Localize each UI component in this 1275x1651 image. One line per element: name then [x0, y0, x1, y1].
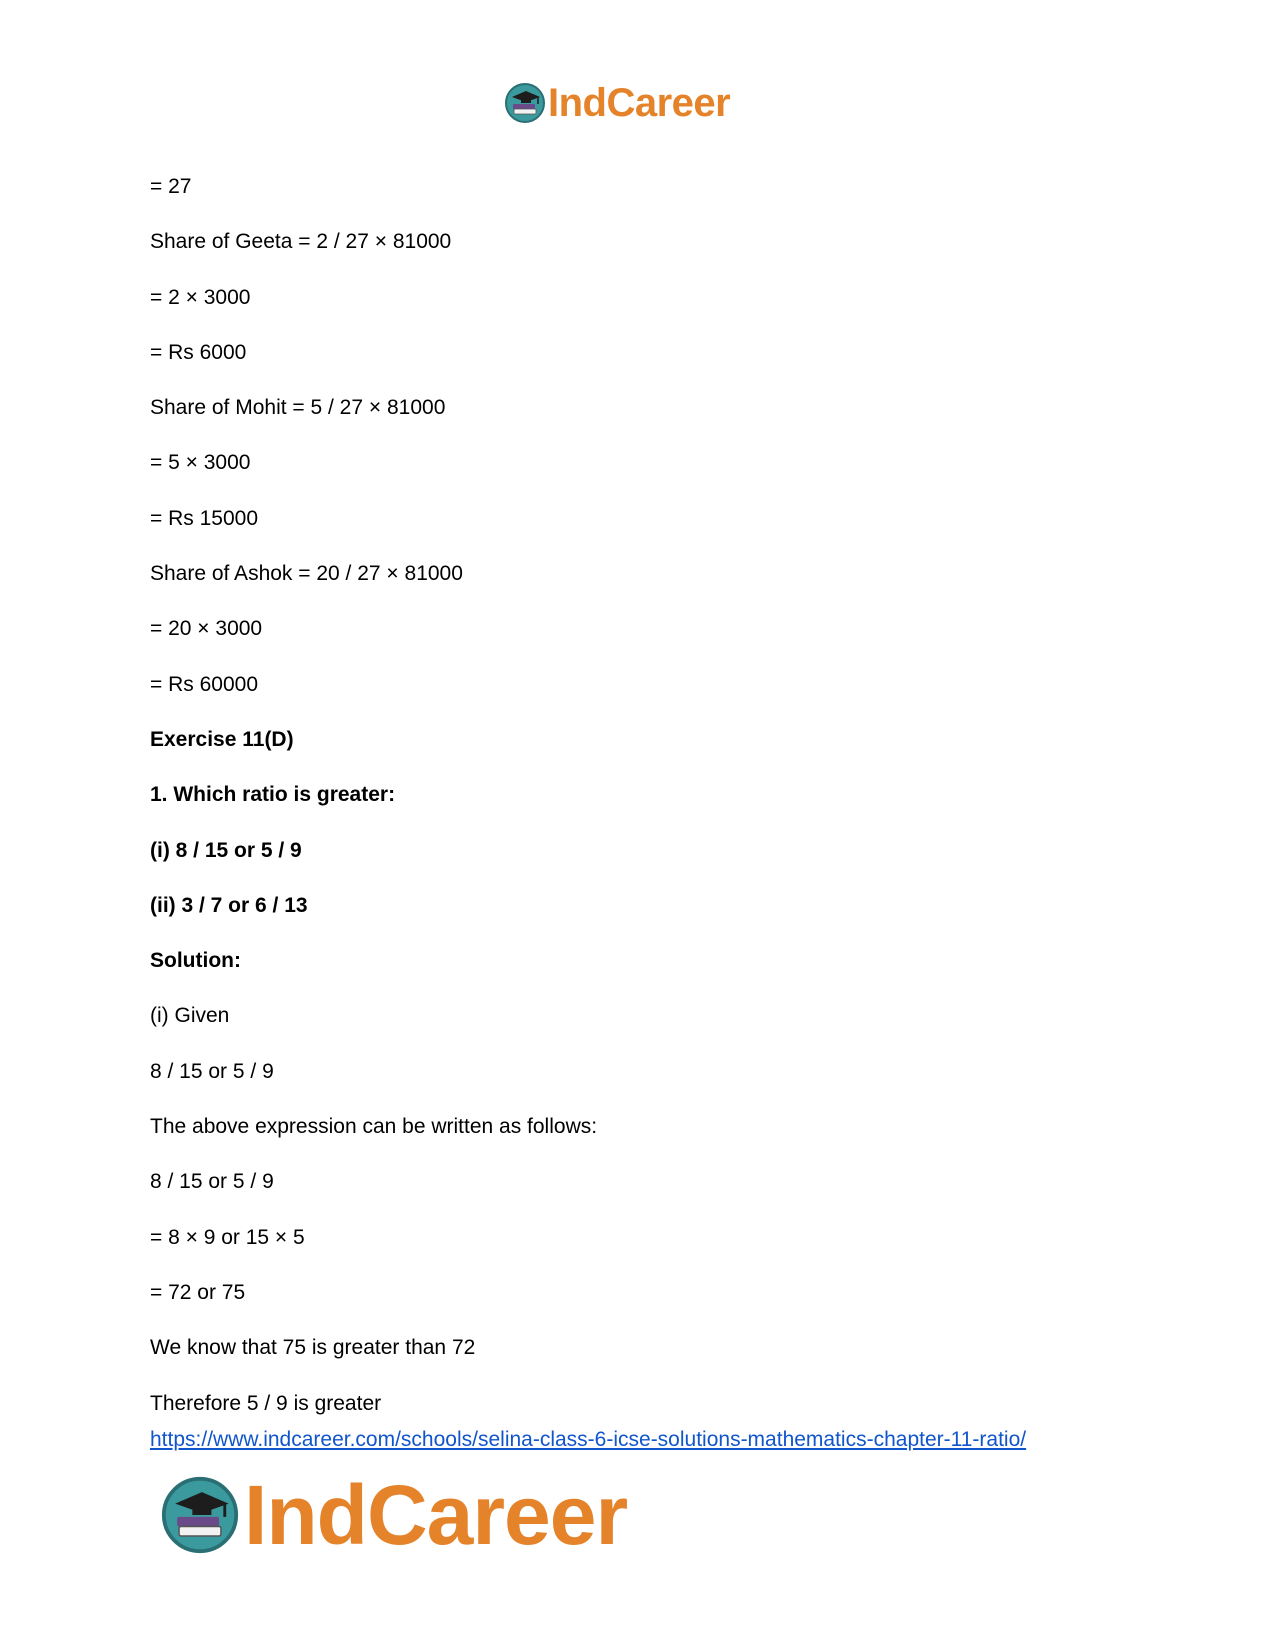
- text-line: = 8 × 9 or 15 × 5: [150, 1225, 305, 1249]
- text-line: = Rs 15000: [150, 506, 258, 530]
- logo-text: IndCareer: [244, 1468, 628, 1562]
- source-link[interactable]: https://www.indcareer.com/schools/selina-class-6-icse-solutions-mathematics-chapter-11-ratio/: [150, 1428, 1027, 1451]
- text-line: = 2 × 3000: [150, 285, 251, 309]
- document-body: [150, 175, 1150, 1447]
- text-line: = 20 × 3000: [150, 617, 263, 641]
- question-text: 1. Which ratio is greater:: [150, 783, 396, 807]
- book-graduation-cap-icon: [504, 82, 546, 124]
- book-graduation-cap-icon: [160, 1475, 240, 1555]
- text-line: = Rs 6000: [150, 340, 247, 364]
- header-logo: [504, 78, 730, 128]
- text-line: We know that 75 is greater than 72: [150, 1336, 476, 1360]
- text-line: Share of Geeta = 2 / 27 × 81000: [150, 230, 452, 254]
- text-line: Therefore 5 / 9 is greater: [150, 1391, 382, 1415]
- text-line: = Rs 60000: [150, 672, 258, 696]
- text-line: = 27: [150, 175, 192, 198]
- text-line: = 72 or 75: [150, 1280, 246, 1304]
- text-line: 8 / 15 or 5 / 9: [150, 1170, 274, 1194]
- text-line: (i) Given: [150, 1004, 230, 1028]
- text-line: Share of Mohit = 5 / 27 × 81000: [150, 396, 446, 420]
- footer-logo: [160, 1470, 627, 1560]
- text-line: The above expression can be written as follows:: [150, 1115, 598, 1139]
- logo-text: IndCareer: [548, 81, 731, 125]
- text-line: Share of Ashok = 20 / 27 × 81000: [150, 562, 463, 586]
- text-line: 8 / 15 or 5 / 9: [150, 1059, 274, 1083]
- exercise-heading: Exercise 11(D): [150, 727, 294, 751]
- question-part: (ii) 3 / 7 or 6 / 13: [150, 893, 308, 917]
- question-part: (i) 8 / 15 or 5 / 9: [150, 838, 302, 862]
- solution-heading: Solution:: [150, 949, 241, 973]
- text-line: = 5 × 3000: [150, 451, 251, 475]
